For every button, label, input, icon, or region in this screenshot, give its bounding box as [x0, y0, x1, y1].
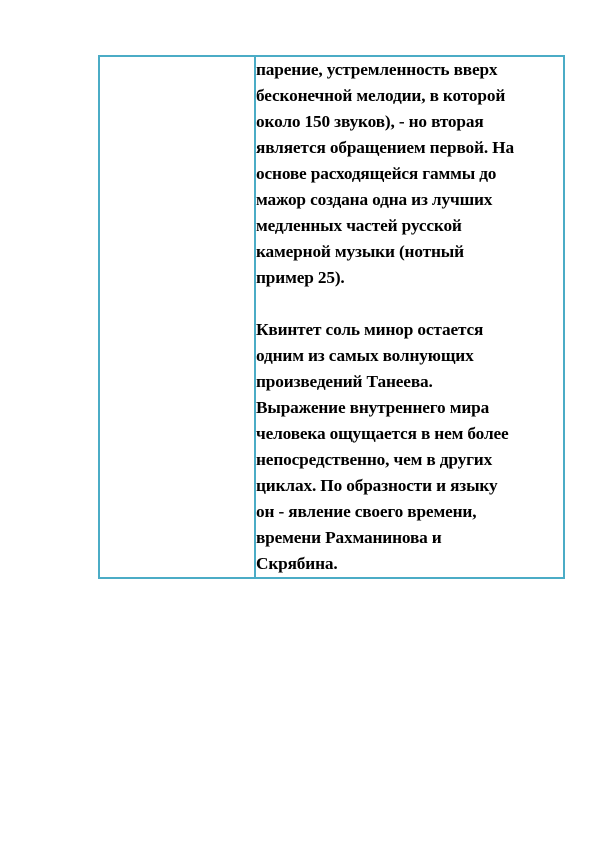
table-cell-left: [99, 56, 255, 578]
text-line: около 150 звуков), - но вторая: [256, 112, 484, 131]
content-table: [98, 55, 565, 579]
text-line: произведений Танеева.: [256, 372, 433, 391]
text-line: Квинтет соль минор остается: [256, 320, 484, 339]
text-line: камерной музыки (нотный: [256, 242, 464, 261]
text-line: парение, устремленность вверх: [256, 60, 498, 79]
text-line: Выражение внутреннего мира: [256, 398, 490, 417]
text-line: он - явление своего времени,: [256, 502, 477, 521]
text-line: времени Рахманинова и: [256, 528, 442, 547]
text-line: является обращением первой. На: [256, 138, 514, 157]
text-line: непосредственно, чем в других: [256, 450, 493, 469]
table-row: [99, 56, 564, 578]
table-cell-right: [255, 56, 564, 578]
text-line: циклах. По образности и языку: [256, 476, 498, 495]
text-line: бесконечной мелодии, в которой: [256, 86, 506, 105]
text-line: основе расходящейся гаммы до: [256, 164, 497, 183]
text-line: медленных частей русской: [256, 216, 462, 235]
text-line: одним из самых волнующих: [256, 346, 474, 365]
text-line: пример 25).: [256, 268, 345, 287]
paragraph-spacer: [256, 291, 563, 317]
paragraph-quintet-description: [256, 317, 563, 577]
text-line: человека ощущается в нем более: [256, 424, 509, 443]
paragraph-sonata-description: [256, 57, 563, 291]
text-line: мажор создана одна из лучших: [256, 190, 493, 209]
text-line: Скрябина.: [256, 554, 338, 573]
